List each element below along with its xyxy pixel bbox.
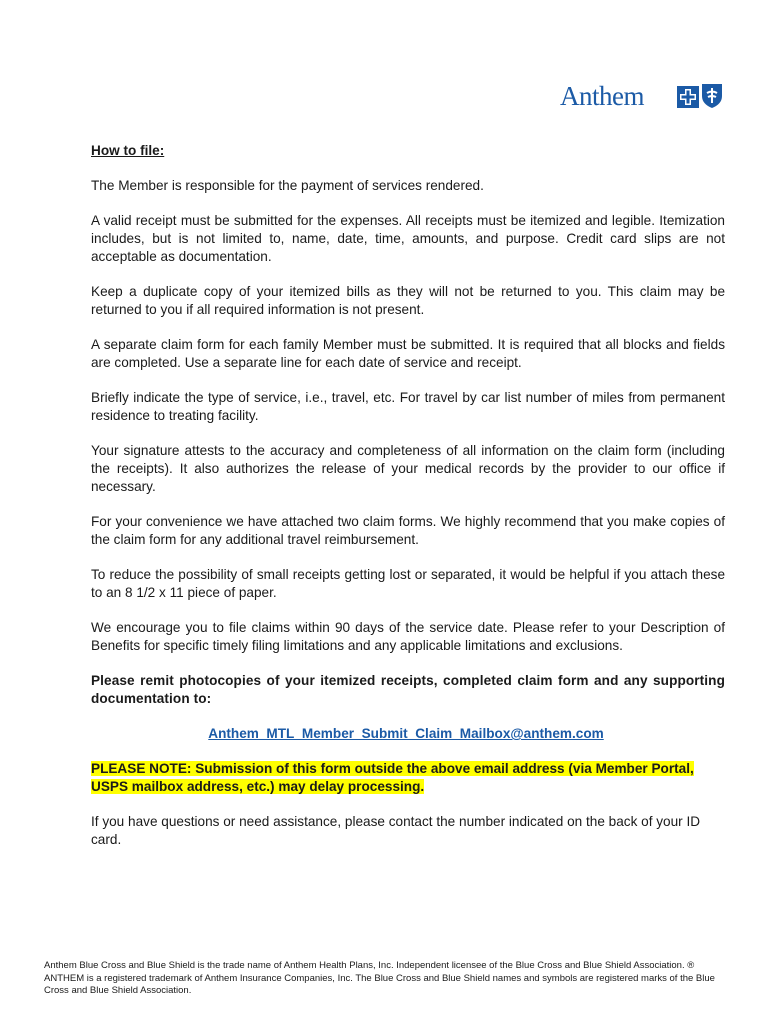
anthem-logo — [560, 80, 730, 112]
paragraph: A separate claim form for each family Member must be submitted. It is required that all blocks and fields are completed. Use a separate line for each date of service and receipt. — [91, 337, 725, 370]
brand-name: Anthem — [560, 81, 644, 111]
paragraph: Keep a duplicate copy of your itemized bills as they will not be returned to you. This claim may be returned to you if all required information is not present. — [91, 284, 725, 317]
remit-instructions: Please remit photocopies of your itemized receipts, completed claim form and any supporting documentation to: — [91, 673, 725, 706]
paragraph: We encourage you to file claims within 90 days of the service date. Please refer to your Description of Benefits for specific timely filing limitations and any applicable limitations and exclusions. — [91, 620, 725, 653]
paragraph: A valid receipt must be submitted for the expenses. All receipts must be itemized and legible. Itemization includes, but is not limited to, name, date, time, amounts, and purpose. Credit card slips are not acceptable as documentation. — [91, 213, 725, 264]
instructions-body — [91, 142, 725, 866]
blue-cross-icon — [677, 86, 699, 108]
paragraph: To reduce the possibility of small receipts getting lost or separated, it would be helpful if you attach these to an 8 1/2 x 11 piece of paper. — [91, 567, 725, 600]
claim-mailbox-link[interactable]: Anthem_MTL_Member_Submit_Claim_Mailbox@anthem.com — [208, 726, 604, 741]
footer — [44, 960, 734, 998]
paragraph: For your convenience we have attached two claim forms. We highly recommend that you make copies of the claim form for any additional travel reimbursement. — [91, 514, 725, 547]
email-line — [91, 725, 725, 743]
blue-shield-icon — [702, 84, 722, 108]
paragraph: Your signature attests to the accuracy and completeness of all information on the claim form (including the receipts). It also authorizes the release of your medical records by the provider to our office if necessary. — [91, 443, 725, 494]
page-heading: How to file: — [91, 143, 165, 158]
questions-paragraph: If you have questions or need assistance, please contact the number indicated on the back of your ID card. — [91, 814, 701, 847]
please-note-highlight: PLEASE NOTE: Submission of this form outside the above email address (via Member Portal, USPS mailbox address, etc.) may delay processing. — [91, 761, 694, 794]
paragraph: Briefly indicate the type of service, i.e., travel, etc. For travel by car list number of miles from permanent residence to treating facility. — [91, 390, 725, 423]
paragraph: The Member is responsible for the payment of services rendered. — [91, 178, 484, 193]
note-paragraph — [91, 760, 725, 796]
footer-disclaimer: Anthem Blue Cross and Blue Shield is the trade name of Anthem Health Plans, Inc. Independent licensee of the Blue Cross and Blue Shield Association. ® ANTHEM is a registered trademark of Anthem Insurance Companies, Inc. The Blue Cross and Blue Shield names and symbols are registered marks of the Blue Cross and Blue Shield Association. — [44, 960, 715, 997]
